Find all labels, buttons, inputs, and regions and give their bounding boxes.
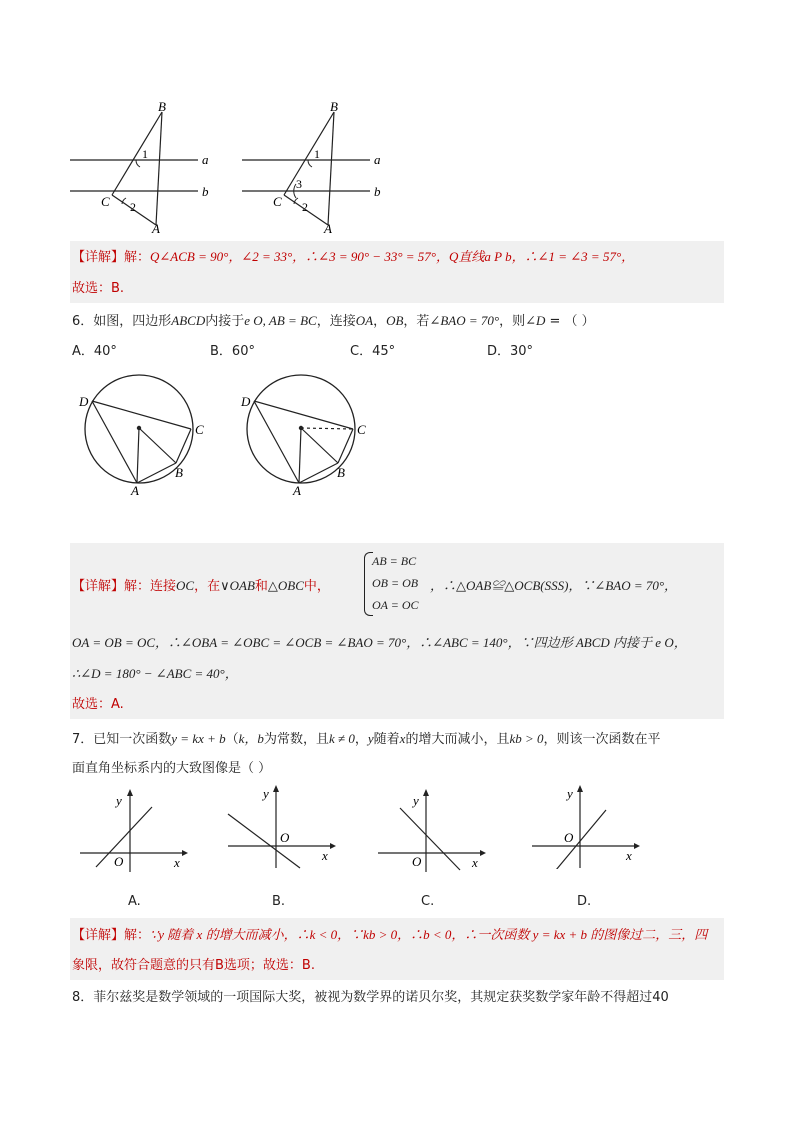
svg-text:b: b (374, 184, 381, 199)
svg-text:O: O (114, 854, 124, 869)
svg-text:O: O (412, 854, 422, 869)
q6-option-b: B．60° (210, 344, 255, 359)
svg-text:a: a (202, 152, 209, 167)
q6-answer-line-1b: ，∴△OAB≌△OCB(SSS)，∵∠BAO = 70°， (430, 578, 678, 593)
q6-system-eq-3: OA = OC (372, 598, 419, 612)
svg-text:a: a (374, 152, 381, 167)
svg-text:2: 2 (130, 200, 136, 214)
q7-option-a: A. (128, 894, 141, 909)
svg-text:1: 1 (142, 147, 148, 161)
q6-figure-2 (236, 370, 376, 500)
q7-answer-line-1: 【详解】解：∵y 随着 x 的增大而减小，∴k < 0，∵kb > 0，∴b < 0，∴一次函数 y = kx + b 的图像过二，三，四 (72, 927, 708, 943)
q5-answer-line: 【详解】解：Q∠ACB = 90°，∠2 = 33°，∴∠3 = 90° − 33° = 57°，Q直线a P b，∴∠1 = ∠3 = 57°， (72, 249, 635, 265)
svg-text:B: B (158, 100, 166, 114)
q7-graph-b (226, 784, 336, 869)
svg-text:O: O (280, 830, 290, 845)
svg-text:A: A (131, 483, 139, 498)
svg-text:2: 2 (302, 200, 308, 214)
svg-text:y: y (263, 786, 269, 801)
svg-text:D: D (79, 394, 89, 409)
q5-figure-2 (238, 100, 388, 235)
q7-answer-line-2: 象限，故符合题意的只有B选项；故选：B. (72, 958, 315, 973)
q6-system-eq-2: OB = OB (372, 576, 419, 590)
svg-text:y: y (116, 793, 122, 808)
q6-figure-1 (74, 370, 214, 500)
q7-option-c: C. (421, 894, 435, 909)
q5-choice: 故选：B. (72, 281, 125, 296)
q7-graph-c (376, 788, 486, 873)
q5-figure-1 (66, 100, 216, 235)
svg-text:1: 1 (314, 147, 320, 161)
q7-option-d: D. (577, 894, 592, 909)
svg-text:A: A (324, 221, 332, 235)
q6-option-d: D．30° (487, 344, 534, 359)
svg-text:D: D (241, 394, 251, 409)
q6-option-a: A．40° (72, 344, 117, 359)
svg-text:x: x (322, 848, 328, 863)
q6-answer-line-2: OA = OB = OC，∴∠OBA = ∠OBC = ∠OCB = ∠BAO = 70°，∴∠ABC = 140°，∵四边形 ABCD 内接于 e O， (72, 635, 687, 650)
q8-stem-line-1: 8．菲尔兹奖是数学领域的一项国际大奖，被视为数学界的诺贝尔奖，其规定获奖数学家年龄不得超过40 (72, 990, 669, 1005)
q6-option-c: C．45° (350, 344, 396, 359)
svg-text:A: A (152, 221, 160, 235)
svg-text:A: A (293, 483, 301, 498)
svg-text:3: 3 (296, 177, 302, 191)
svg-text:C: C (273, 194, 282, 209)
svg-text:b: b (202, 184, 209, 199)
q6-answer-box (70, 543, 724, 719)
svg-text:x: x (472, 855, 478, 870)
svg-text:B: B (175, 465, 183, 480)
q6-system-eq-1: AB = BC (372, 554, 417, 568)
q7-stem-line-2: 面直角坐标系内的大致图像是（ ） (72, 761, 272, 776)
q7-stem-line-1: 7．已知一次函数y = kx + b（k，b为常数，且k ≠ 0，y随着x的增大而减小，且kb > 0，则该一次函数在平 (72, 731, 661, 747)
svg-text:B: B (337, 465, 345, 480)
q6-choice: 故选：A. (72, 697, 124, 712)
q7-graph-d (530, 784, 640, 869)
q7-graph-a (78, 788, 188, 873)
q7-option-b: B. (272, 894, 286, 909)
svg-text:C: C (101, 194, 110, 209)
svg-text:O: O (564, 830, 574, 845)
svg-text:B: B (330, 100, 338, 114)
svg-text:x: x (174, 855, 180, 870)
svg-text:y: y (413, 793, 419, 808)
svg-text:x: x (626, 848, 632, 863)
svg-text:C: C (357, 422, 366, 437)
svg-text:C: C (195, 422, 204, 437)
q6-answer-line-1: 【详解】解：连接OC，在∨OAB和△OBC中， (72, 578, 330, 594)
q6-stem: 6．如图，四边形ABCD内接于e O, AB = BC，连接OA，OB，若∠BAO = 70°，则∠D = （ ） (72, 313, 595, 329)
q6-answer-line-3: ∴∠D = 180° − ∠ABC = 40°， (72, 666, 238, 681)
svg-text:y: y (567, 786, 573, 801)
